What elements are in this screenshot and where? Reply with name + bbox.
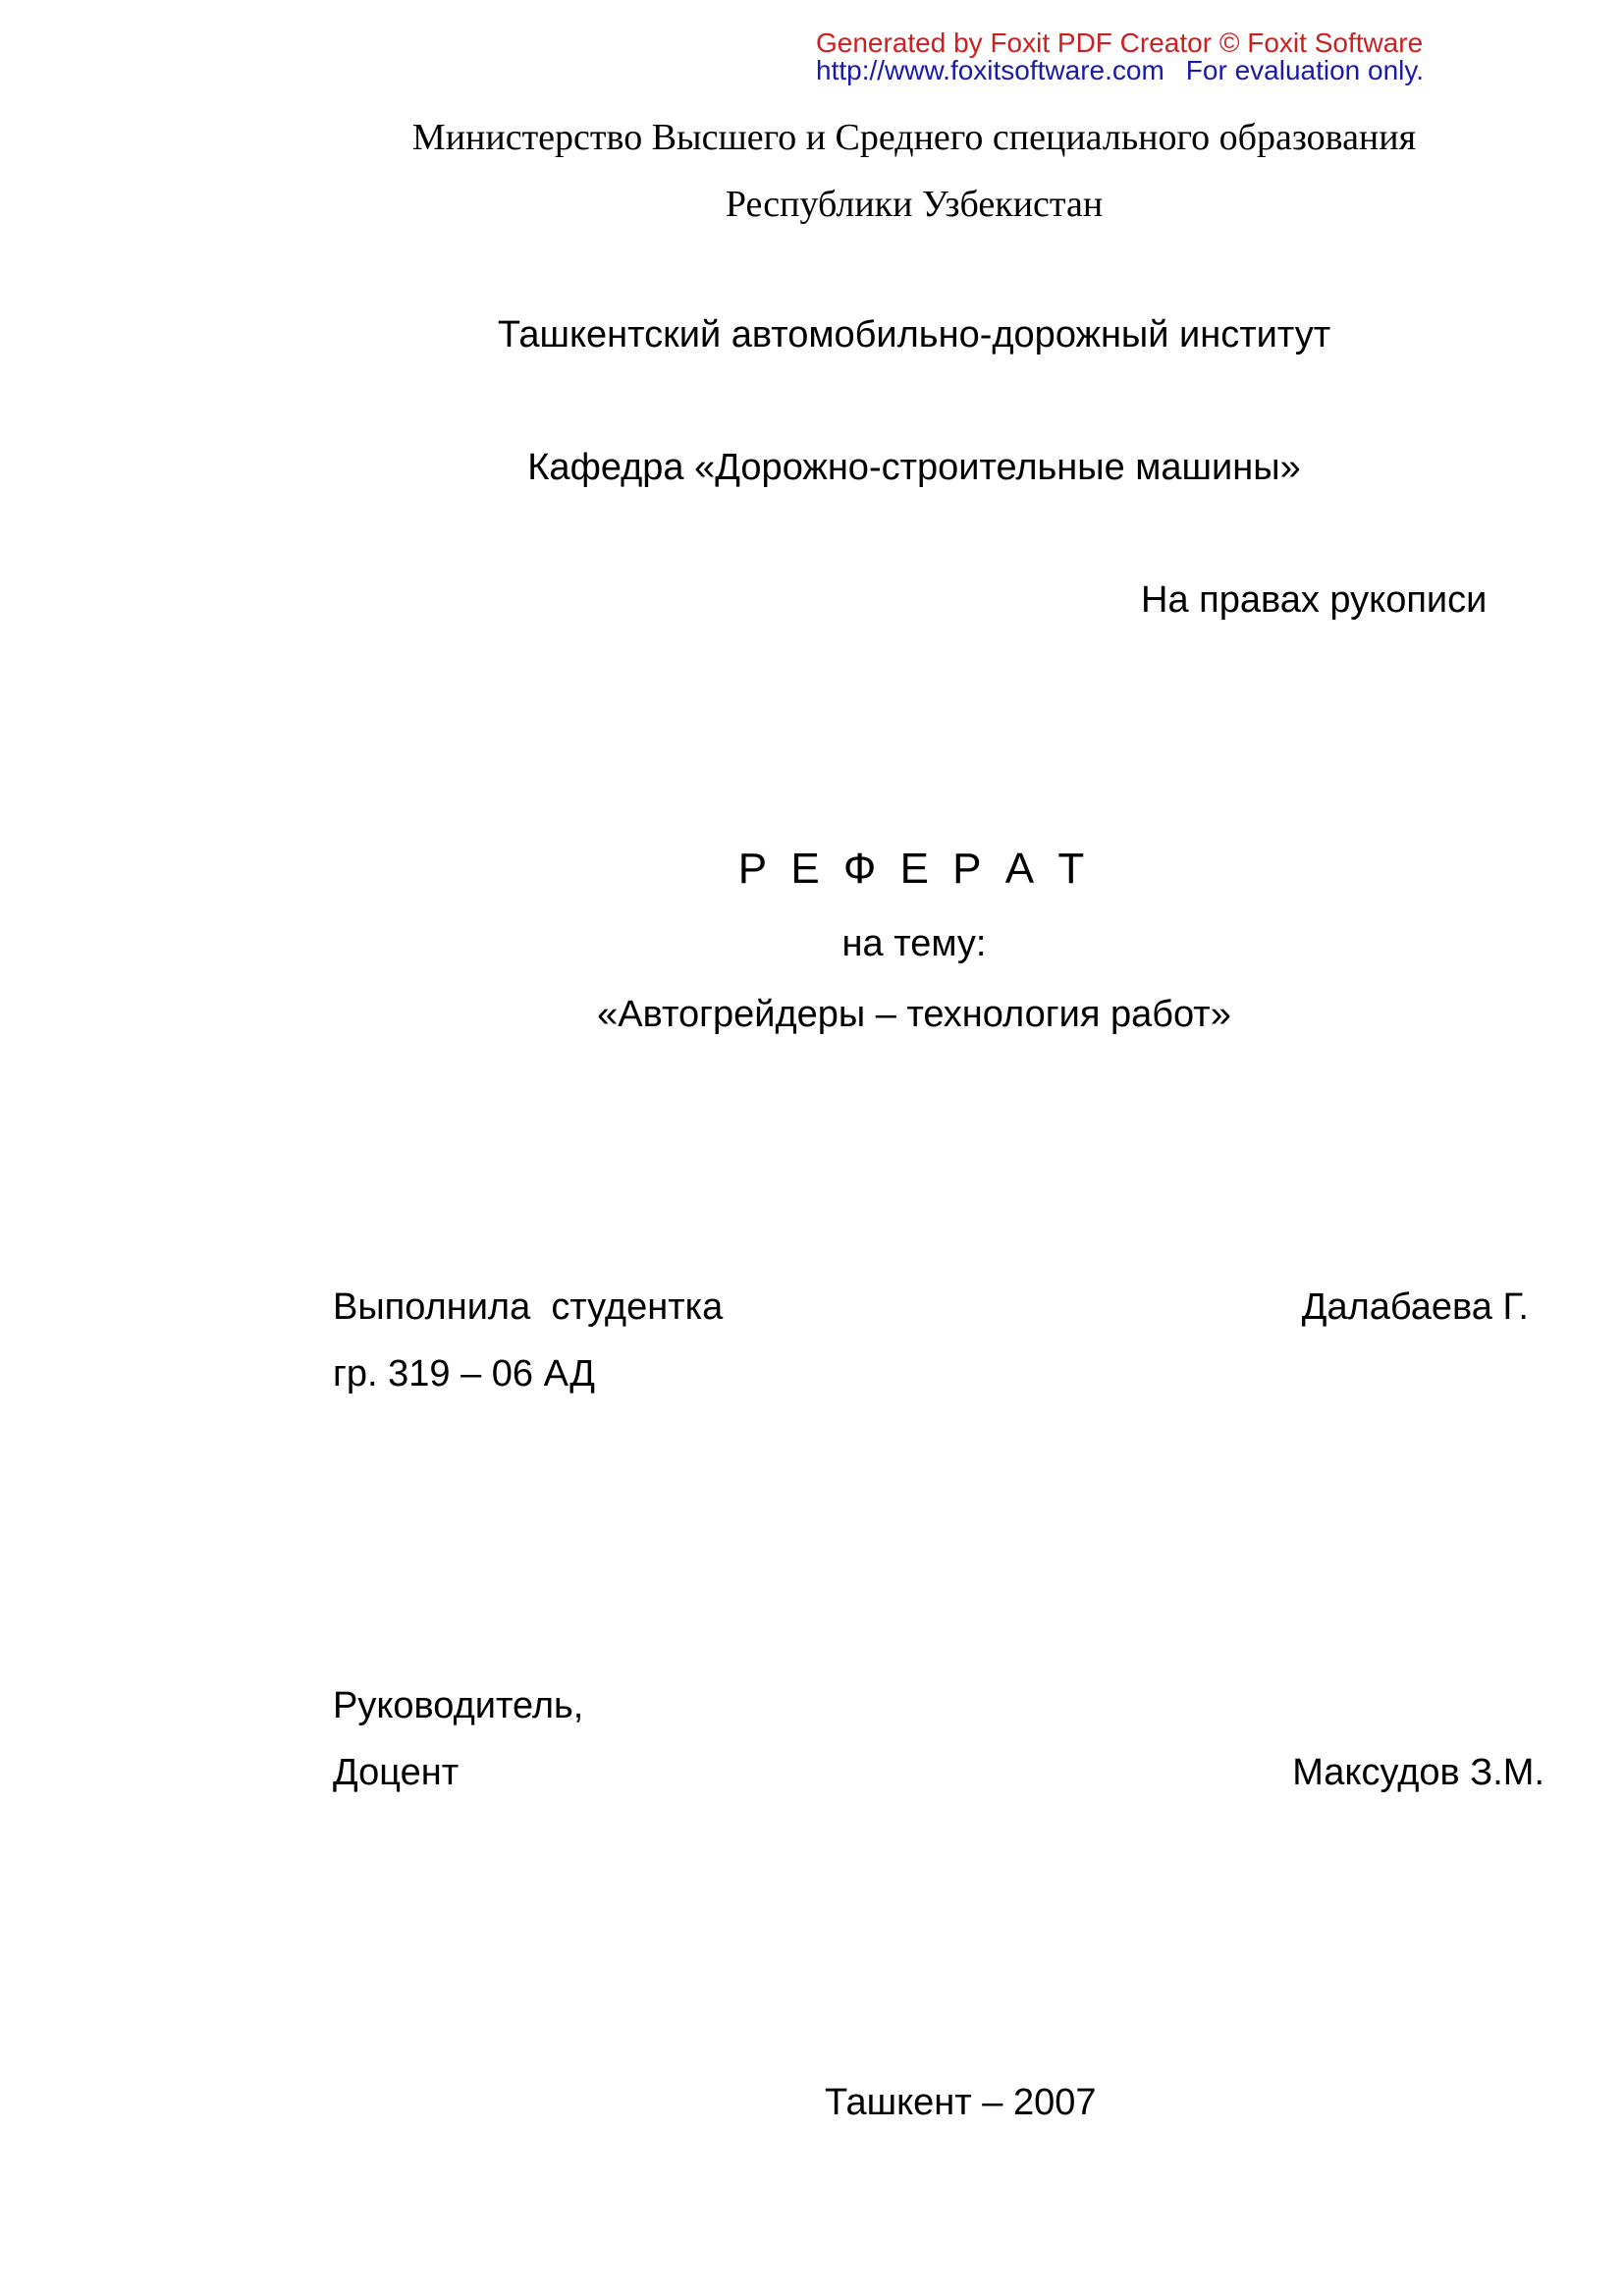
watermark-url: http://www.foxitsoftware.com (816, 55, 1164, 85)
watermark-generated-by: Generated by Foxit PDF Creator © Foxit Software (816, 27, 1424, 58)
department-name: Кафедра «Дорожно-строительные машины» (527, 447, 1301, 488)
supervisor-position: Доцент (333, 1752, 460, 1793)
city-year: Ташкент – 2007 (825, 2082, 1097, 2123)
ministry-title: Министерство Высшего и Среднего специального образования (411, 117, 1417, 158)
institute-name: Ташкентский автомобильно-дорожный институт (497, 314, 1331, 355)
author-name: Далабаева Г. (1301, 1286, 1529, 1328)
topic-label: на тему: (841, 923, 987, 964)
manuscript-note: На правах рукописи (1141, 579, 1488, 621)
author-label: Выполнила студентка (333, 1286, 724, 1328)
watermark-line2 (816, 55, 1424, 86)
topic-title: «Автогрейдеры – технология работ» (597, 994, 1231, 1035)
republic-title: Республики Узбекистан (725, 184, 1104, 225)
author-group: гр. 319 – 06 АД (333, 1353, 595, 1394)
supervisor-name: Максудов З.М. (1292, 1752, 1544, 1793)
watermark-evaluation-note: For evaluation only. (1185, 55, 1425, 85)
document-type-title: Р Е Ф Е Р А Т (737, 845, 1091, 893)
supervisor-label: Руководитель, (333, 1685, 584, 1726)
